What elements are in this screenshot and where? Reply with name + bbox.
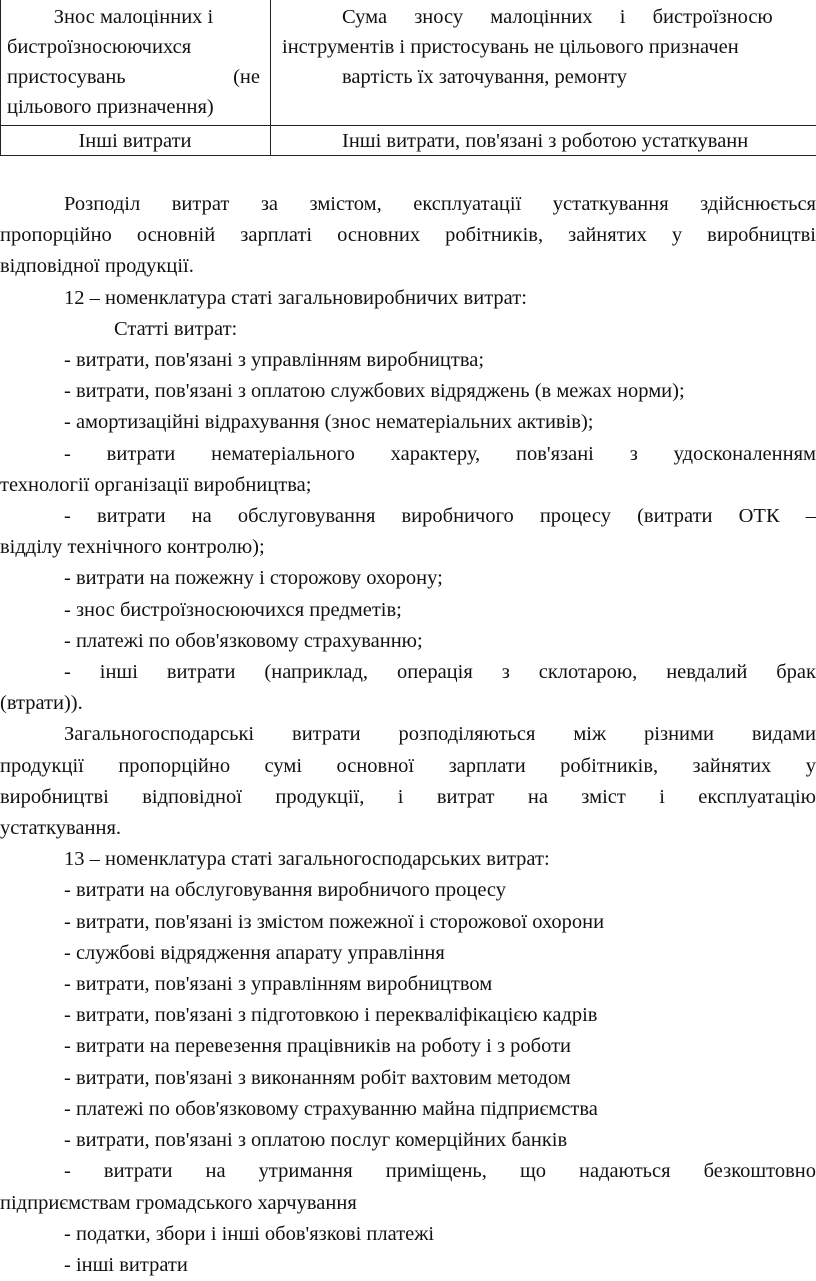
table-cell-other-description: Інші витрати, пов'язані з роботою устаткуванн [342, 130, 749, 152]
text-line: відділу технічного контролю); [0, 536, 265, 559]
text-line: - податки, збори і інші обов'язкові платежі [64, 1222, 435, 1245]
text-line: підприємствам громадського харчування [0, 1191, 357, 1214]
text-line: - витрати на обслуговування виробничого процесу (витрати ОТК – [64, 505, 816, 528]
text-line: - витрати, пов'язані з оплатою службових відряджень (в межах норми); [64, 380, 685, 403]
text-line: - витрати, пов'язані з оплатою послуг комерційних банків [64, 1129, 568, 1152]
list-13 [0, 875, 816, 1281]
text-line: - платежі по обов'язковому страхуванню майна підприємства [64, 1097, 598, 1120]
text-line: - витрати на обслуговування виробничого процесу [64, 879, 507, 902]
text-line: - платежі по обов'язковому страхуванню; [64, 629, 423, 652]
list-item [0, 626, 816, 657]
text-line: - витрати нематеріального характеру, пов'язані з удосконаленням [64, 442, 816, 465]
list-item [0, 501, 816, 563]
text-line: - службові відрядження апарату управління [64, 941, 445, 964]
paragraph-general-costs [0, 719, 816, 844]
text-line: - інші витрати (наприклад, операція з склотарою, невдалий брак [64, 661, 816, 684]
cell-text-line: бистроїзносюючихся [7, 36, 192, 58]
cell-text-line: Сума зносу малоцінних і бистроїзносю [342, 6, 773, 28]
table-cell-item-name [7, 2, 260, 122]
table-cell-item-description [282, 2, 816, 92]
list-item [0, 345, 816, 376]
text-line: - витрати на утримання приміщень, що надаються безкоштовно [64, 1160, 816, 1183]
text-line: 13 – номенклатура статі загальногосподарських витрат: [64, 848, 550, 871]
list-item [0, 657, 816, 719]
text-line: Загальногосподарські витрати розподіляються між різними видами [64, 723, 816, 746]
list-item [0, 439, 816, 501]
table-column-divider [270, 0, 271, 156]
text-line: - витрати на перевезення працівників на роботу і з роботи [64, 1035, 572, 1058]
cell-text-line: пристосувань (не [7, 66, 260, 88]
cell-text-line: інструментів і пристосувань не цільового призначен [282, 36, 739, 58]
text-line: продукції пропорційно сумі основної зарплати робітників, зайнятих у [0, 754, 816, 777]
list-12 [0, 345, 816, 719]
text-line: - витрати, пов'язані з управлінням виробництва; [64, 349, 485, 372]
text-line: - знос бистроїзносюючихся предметів; [64, 598, 402, 621]
text-line: (втрати)). [0, 692, 83, 715]
list-item [0, 376, 816, 407]
text-line: устаткування. [0, 817, 122, 840]
text-line: - витрати, пов'язані з підготовкою і перекваліфікацією кадрів [64, 1004, 598, 1027]
heading-13 [0, 844, 816, 875]
cell-text-line: цільового призначення) [7, 96, 214, 118]
list-item [0, 1219, 816, 1250]
list-item [0, 938, 816, 969]
heading-12 [0, 283, 816, 314]
list-item [0, 1031, 816, 1062]
list-item [0, 1125, 816, 1156]
cost-table [0, 0, 816, 156]
list-item [0, 563, 816, 594]
text-line: виробництві відповідної продукції, і витрат на зміст і експлуатацію [0, 785, 816, 808]
items-label [0, 314, 816, 345]
paragraph-distribution [0, 189, 816, 283]
text-line: Розподіл витрат за змістом, експлуатації устаткування здійснюється [64, 193, 816, 215]
cell-text-line: вартість їх заточування, ремонту [342, 66, 627, 88]
text-line: 12 – номенклатура статі загальновиробничих витрат: [64, 286, 527, 309]
list-item [0, 1250, 816, 1281]
list-item [0, 1094, 816, 1125]
text-line: - витрати, пов'язані із змістом пожежної і сторожової охорони [64, 910, 605, 933]
list-item [0, 875, 816, 906]
list-item [0, 907, 816, 938]
list-item [0, 407, 816, 438]
list-item [0, 1000, 816, 1031]
document-body [0, 189, 816, 1281]
text-line: пропорційно основній зарплаті основних робітників, зайнятих у виробництві [0, 224, 816, 247]
list-item [0, 595, 816, 626]
text-line: - інші витрати [64, 1253, 188, 1276]
text-line: технології організації виробництва; [0, 473, 312, 496]
text-line: - витрати, пов'язані з управлінням виробництвом [64, 973, 493, 996]
table-cell-other-name: Інші витрати [78, 130, 192, 152]
text-line: відповідної продукції. [0, 255, 194, 278]
text-line: - витрати на пожежну і сторожову охорону; [64, 567, 443, 590]
list-item [0, 1063, 816, 1094]
text-line: - амортизаційні відрахування (знос нематеріальних активів); [64, 411, 594, 434]
text-line: Статті витрат: [114, 317, 238, 340]
text-line: - витрати, пов'язані з виконанням робіт вахтовим методом [64, 1066, 571, 1089]
list-item [0, 1156, 816, 1218]
cell-text-line: Знос малоцінних і [53, 6, 214, 28]
list-item [0, 969, 816, 1000]
